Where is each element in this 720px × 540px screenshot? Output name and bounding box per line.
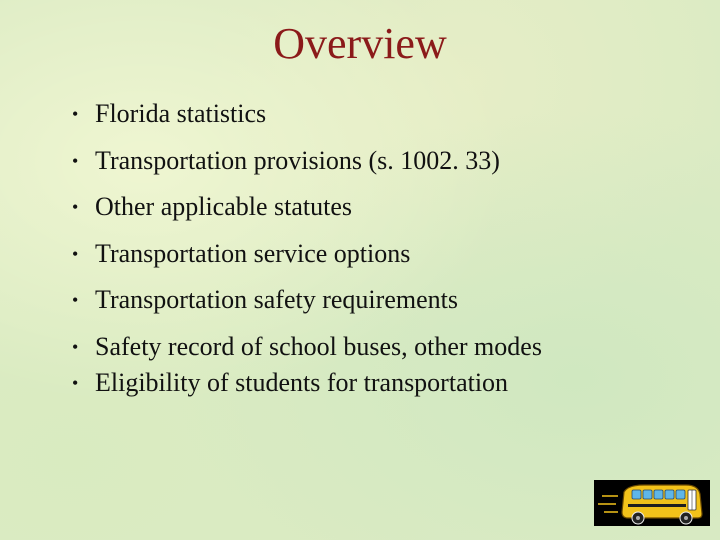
bullet-dot: • xyxy=(72,243,79,264)
bullet-text: Transportation provisions (s. 1002. 33) xyxy=(95,145,500,175)
bullet-text: Eligibility of students for transportation xyxy=(95,368,509,397)
bullet-dot: • xyxy=(72,197,79,217)
bullet-text: Safety record of school buses, other modes xyxy=(95,331,542,361)
bullet-item xyxy=(72,143,672,180)
bullet-text: Transportation service options xyxy=(95,238,411,268)
bullet-item xyxy=(72,329,672,366)
bullet-dot: • xyxy=(72,336,79,357)
school-bus-icon xyxy=(594,480,710,526)
bullet-dot: • xyxy=(72,150,79,171)
bullet-item xyxy=(72,96,672,133)
bullet-dot: • xyxy=(72,373,79,393)
bullet-list xyxy=(72,96,672,412)
bullet-dot: • xyxy=(72,290,79,310)
slide-title: Overview xyxy=(273,19,447,68)
bullet-item xyxy=(72,365,672,402)
bullet-text: Transportation safety requirements xyxy=(95,285,458,314)
bullet-text: Florida statistics xyxy=(95,99,267,128)
bullet-item xyxy=(72,282,672,319)
bullet-item xyxy=(72,189,672,226)
bullet-dot: • xyxy=(72,104,79,124)
bullet-item xyxy=(72,236,672,273)
bullet-text: Other applicable statutes xyxy=(95,192,353,221)
